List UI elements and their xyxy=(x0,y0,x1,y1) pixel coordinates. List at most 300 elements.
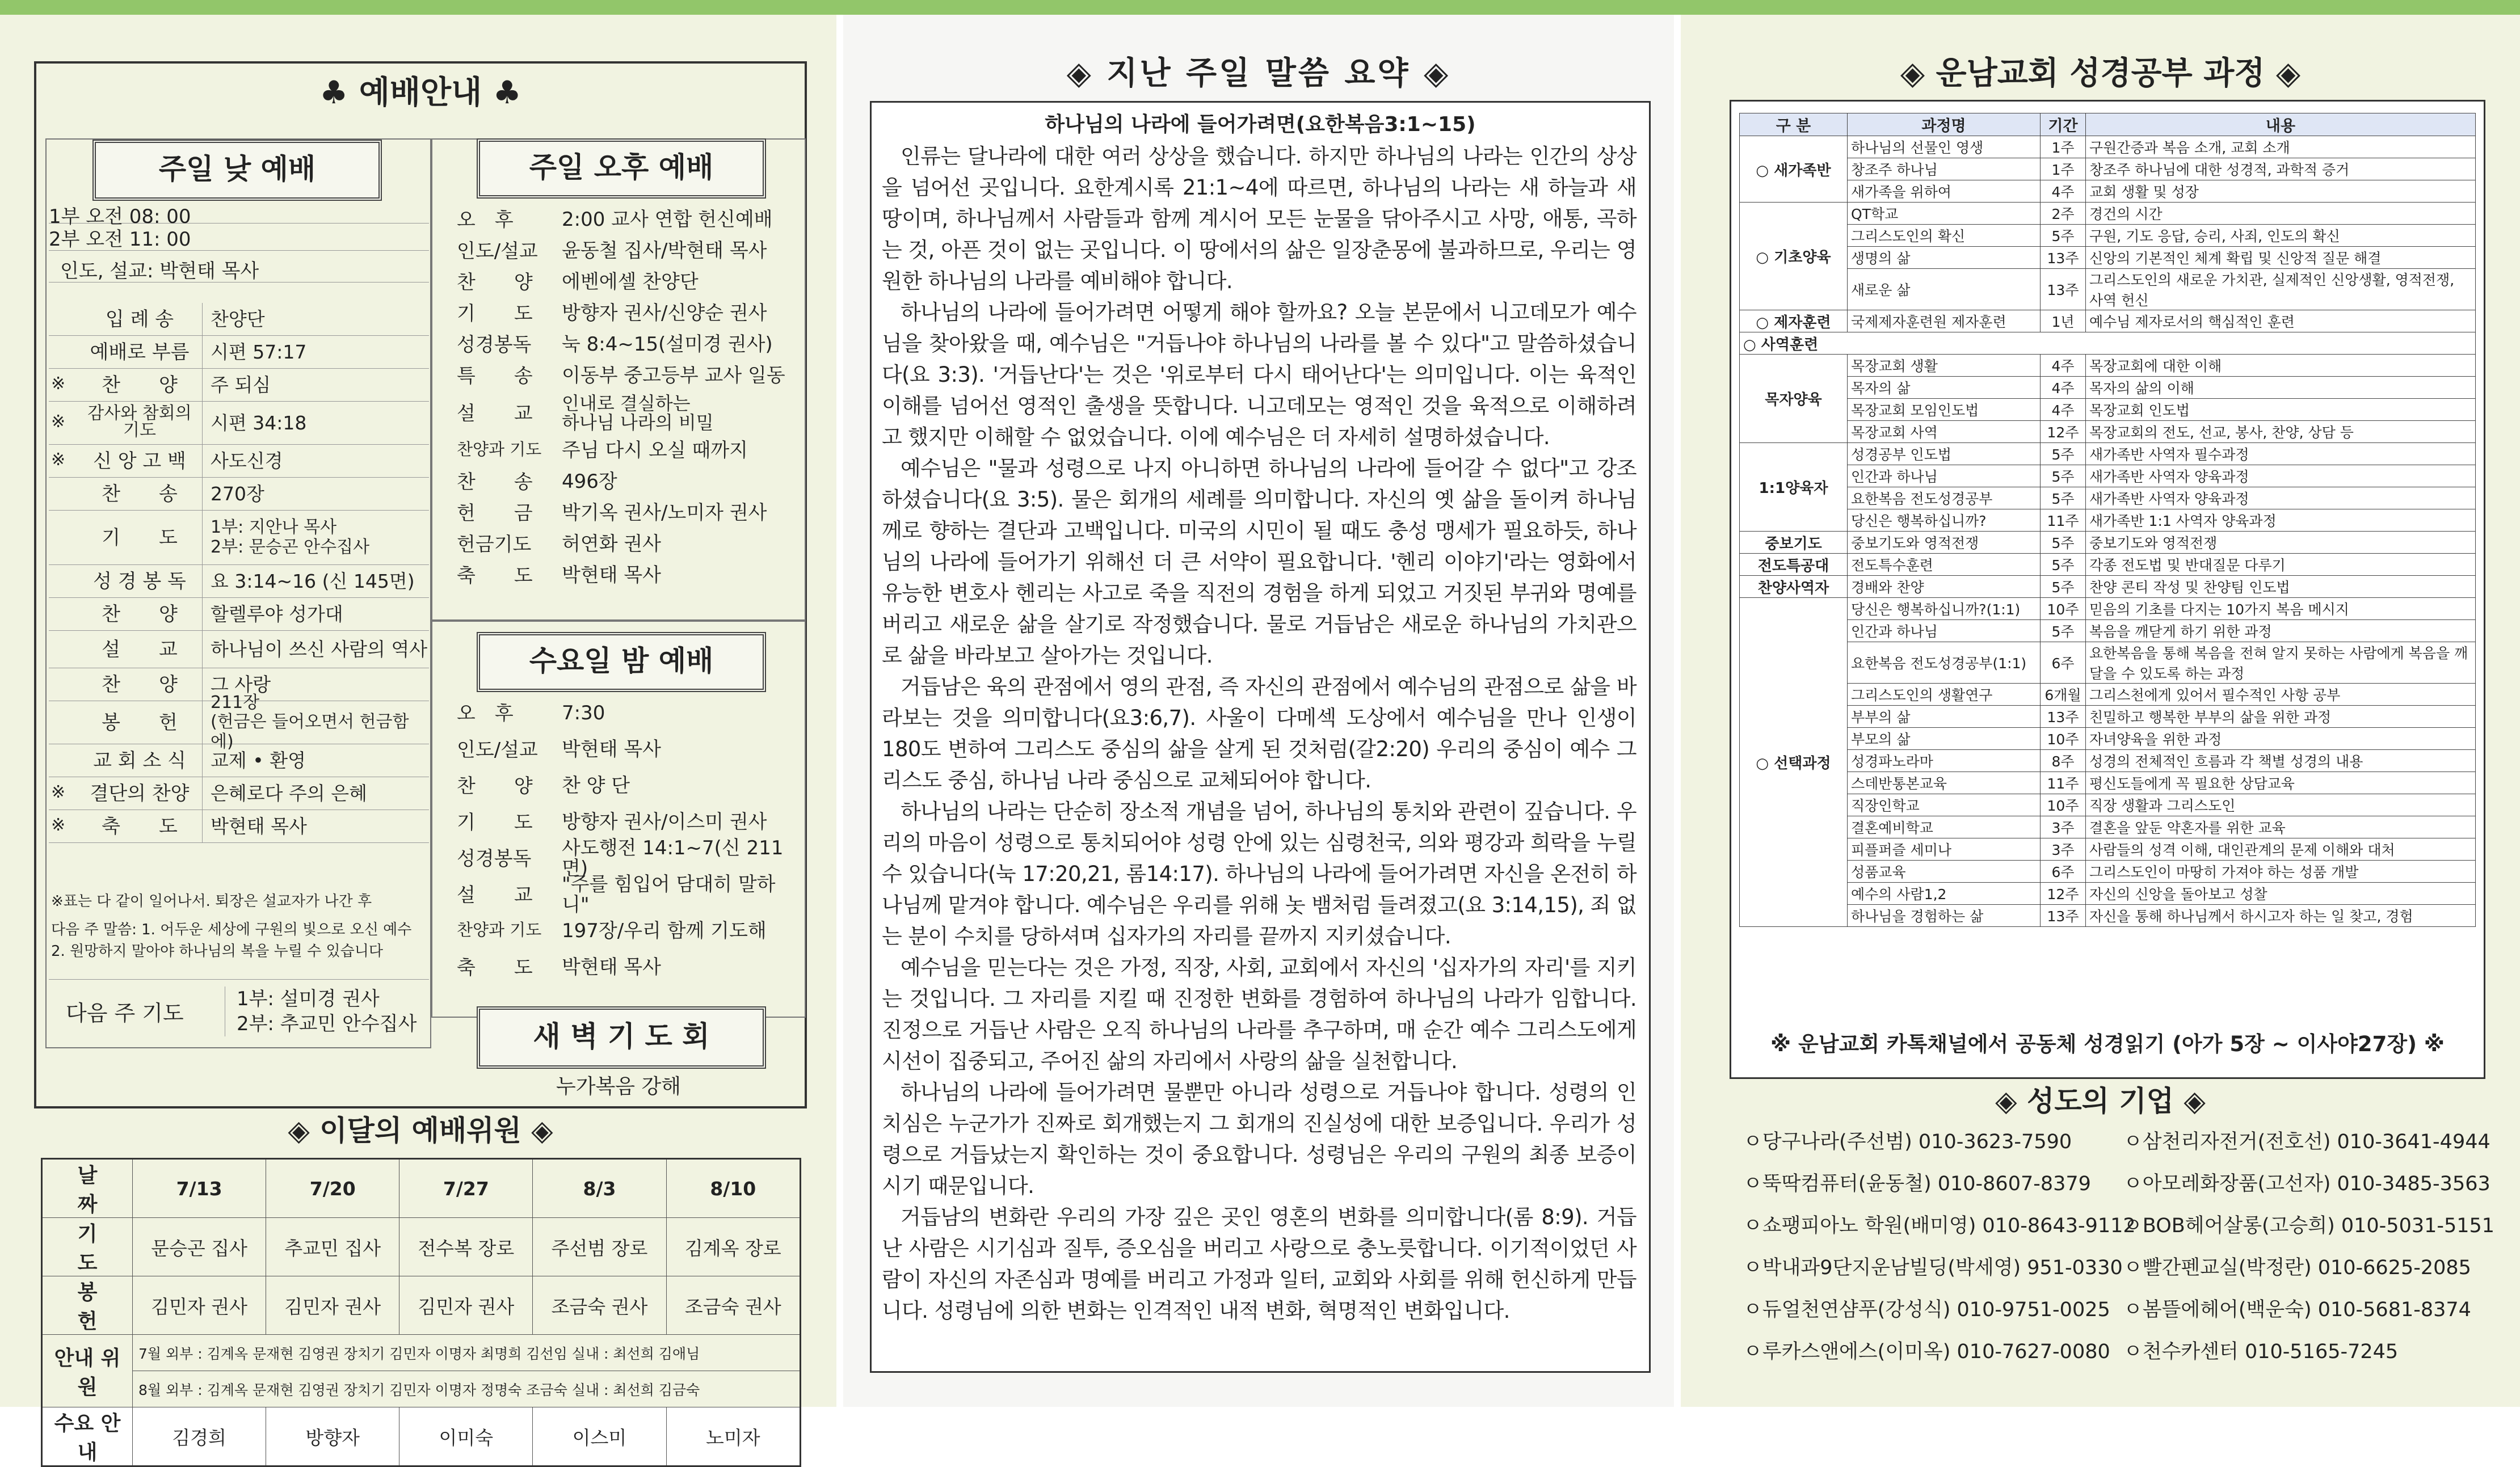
order-row xyxy=(49,692,429,752)
course-row xyxy=(1740,794,2476,816)
course-name: 성경공부 인도법 xyxy=(1848,443,2041,465)
study-panel xyxy=(1681,15,2520,1407)
course-row xyxy=(1740,620,2476,642)
offering-row xyxy=(42,1276,801,1335)
course-name: 부모의 삶 xyxy=(1848,728,2041,750)
row-label-wed-usher: 수요 안내 xyxy=(42,1407,133,1466)
course-row xyxy=(1740,487,2476,509)
order-row xyxy=(49,810,429,843)
course-duration: 4주 xyxy=(2041,180,2086,203)
course-content: 자신을 통해 하나님께서 하시고자 하는 일 찾고, 경험 xyxy=(2086,905,2476,927)
prayer-cell: 주선범 장로 xyxy=(533,1218,666,1276)
sunday-noon-times xyxy=(49,201,429,283)
service-row xyxy=(457,529,797,560)
course-name: 전도특수훈련 xyxy=(1848,554,2041,576)
service-value: 박기옥 권사/노미자 권사 xyxy=(562,501,767,524)
course-content: 새가족반 1:1 사역자 양육과정 xyxy=(2086,509,2476,532)
kakao-notice: ※ 운남교회 카톡채널에서 공동체 성경읽기 (아가 5장 ~ 이사야27장) ※ xyxy=(1730,1007,2485,1079)
sunday-noon-order xyxy=(49,303,429,843)
usher-row-2 xyxy=(42,1371,801,1407)
service-value: 이동부 중고등부 교사 일동 xyxy=(562,364,785,387)
course-table xyxy=(1739,113,2476,927)
service-row xyxy=(457,204,797,235)
order-label: 감사와 참회의 기도 xyxy=(87,403,192,440)
course-name: 중보기도와 영적전쟁 xyxy=(1848,532,2041,554)
course-row xyxy=(1740,399,2476,421)
row-label-prayer: 기 도 xyxy=(42,1218,133,1276)
course-name: QT학교 xyxy=(1848,203,2041,225)
course-header: 구 분 xyxy=(1740,113,1848,136)
course-row xyxy=(1740,421,2476,443)
dawn-sub: 누가복음 강해 xyxy=(556,1075,681,1098)
order-value: 할렐루야 성가대 xyxy=(202,598,343,630)
course-content: 중보기도와 영적전쟁 xyxy=(2086,532,2476,554)
course-duration: 4주 xyxy=(2041,355,2086,377)
sermon-paragraph: 예수님은 "물과 성령으로 나지 아니하면 하나님의 나라에 들어갈 수 없다"고 강조하셨습니다(요 3:5). 물은 회개의 세례를 의미합니다. 자신의 옛 삶을 돌이켜 하나님께로 향하는 결단과 고백입니다. 미국의 시민이 될 때도 충성 맹세가 필요하듯, 하나님의 나라에 들어가기 위해선 더 큰 서약이 필요합니다. '헨리 이야기'라는 영화에서 유능한 변호사 헨리는 사고로 죽을 직전의 경험을 하게 되었고 거짓된 부귀와 명예를 버리고 새로운 삶을 살기로 작정했습니다. 물로 거듭남은 새로운 하나님의 가치관으로 삶을 바라보고 살아가는 것입니다. xyxy=(882,456,1636,668)
sermon-paragraph: 거듭남은 육의 관점에서 영의 관점, 즉 자신의 관점에서 예수님의 관점으로 삶을 바라보는 것을 의미합니다(요3:6,7). 사울이 다메섹 도상에서 예수님을 만나 인생이 180도 변하여 그리스도 중심의 삶을 살게 된 것처럼(갈2:20) 우리의 중심이 예수 그리스도 중심, 하나님 나라 중심으로 교체되어야 합니다. xyxy=(882,675,1636,792)
sunday-pm-title: 주일 오후 예배 xyxy=(477,138,766,199)
order-row xyxy=(49,336,429,369)
biz-title: ◈ 성도의 기업 ◈ xyxy=(1995,1085,2206,1118)
service-row xyxy=(457,498,797,529)
service-value: 찬 양 단 xyxy=(562,774,630,798)
order-value: 1부: 지안나 목사 2부: 문승곤 안수집사 xyxy=(202,511,369,564)
course-duration: 4주 xyxy=(2041,399,2086,421)
service-row xyxy=(457,466,797,498)
course-content: 그리스천에게 있어서 필수적인 사항 공부 xyxy=(2086,684,2476,706)
course-row xyxy=(1740,465,2476,487)
service-label: 헌금기도 xyxy=(457,533,532,556)
biz-item: ㅇ천수카센터 010-5165-7245 xyxy=(2123,1340,2399,1363)
service-value: 인내로 결실하는 하나님 나라의 비밀 xyxy=(562,392,714,433)
order-value: 사도신경 xyxy=(202,445,283,477)
course-row xyxy=(1740,158,2476,180)
service-row xyxy=(457,695,797,732)
sermon-paragraph: 거듭남의 변화란 우리의 가장 깊은 곳인 영혼의 변화를 의미합니다(롬 8:9). 거듭난 사람은 시기심과 질투, 증오심을 버리고 사랑으로 충노릇합니다. 이기적이었던 사람이 자신의 자존심과 명예를 버리고 가정과 일터, 교회와 사회를 위해 헌신하게 만듭니다. 성령님에 의한 변화는 인격적인 내적 변화, 혁명적인 변화입니다. xyxy=(882,1205,1636,1323)
service-value: 방향자 권사/신양순 권사 xyxy=(562,301,767,324)
prayer-cell: 전수복 장로 xyxy=(399,1218,533,1276)
course-category: ○ 제자훈련 xyxy=(1740,310,1848,332)
worship-panel xyxy=(0,15,836,1464)
service-label: 성경봉독 xyxy=(457,848,532,870)
date-cell: 7/13 xyxy=(133,1159,266,1218)
course-duration: 11주 xyxy=(2041,509,2086,532)
order-row xyxy=(49,478,429,511)
course-content: 구원, 기도 응답, 승리, 사죄, 인도의 확신 xyxy=(2086,225,2476,247)
order-value: 그 사랑 xyxy=(202,668,271,701)
course-name: 당신은 행복하십니까? xyxy=(1848,509,2041,532)
course-duration: 5주 xyxy=(2041,225,2086,247)
order-value: 주 되심 xyxy=(202,369,271,401)
course-duration: 5주 xyxy=(2041,465,2086,487)
course-duration: 3주 xyxy=(2041,838,2086,861)
course-row xyxy=(1740,136,2476,158)
course-row xyxy=(1740,706,2476,728)
course-row xyxy=(1740,772,2476,794)
course-duration: 5주 xyxy=(2041,487,2086,509)
date-cell: 7/20 xyxy=(266,1159,399,1218)
biz-item: ㅇ봄뜰에헤어(백운숙) 010-5681-8374 xyxy=(2123,1299,2471,1321)
service-value: "주를 힘입어 담대히 말하니" xyxy=(562,873,776,916)
order-label: 성 경 봉 독 xyxy=(93,570,186,593)
service-row xyxy=(457,804,797,841)
service-label: 찬 송 xyxy=(457,470,533,494)
course-row xyxy=(1740,576,2476,598)
course-name: 목자의 삶 xyxy=(1848,377,2041,399)
course-duration: 6개월 xyxy=(2041,684,2086,706)
order-row xyxy=(49,744,429,777)
order-label: 결단의 찬양 xyxy=(90,782,190,805)
course-content: 구원간증과 복음 소개, 교회 소개 xyxy=(2086,136,2476,158)
wed-usher-cell: 이미숙 xyxy=(399,1407,533,1466)
course-duration: 1주 xyxy=(2041,136,2086,158)
order-value: 찬양단 xyxy=(202,303,265,335)
note-next-sermon: 다음 주 말씀: 1. 어두운 세상에 구원의 빛으로 오신 예수 2. 원망하지 말아야 하나님의 복을 누릴 수 있습니다 xyxy=(51,921,412,960)
course-row xyxy=(1740,728,2476,750)
service-label: 찬양과 기도 xyxy=(457,439,542,459)
course-duration: 10주 xyxy=(2041,598,2086,620)
course-content: 새가족반 사역자 양육과정 xyxy=(2086,465,2476,487)
biz-list-right xyxy=(2123,1121,2498,1373)
course-content: 목장교회 인도법 xyxy=(2086,399,2476,421)
order-value: 시편 34:18 xyxy=(202,402,306,444)
course-row xyxy=(1740,532,2476,554)
offering-cell: 김민자 권사 xyxy=(399,1276,533,1335)
course-duration: 8주 xyxy=(2041,750,2086,772)
service-label: 설 교 xyxy=(457,402,533,425)
course-row xyxy=(1740,310,2476,332)
course-row xyxy=(1740,509,2476,532)
course-header: 기간 xyxy=(2041,113,2086,136)
order-row xyxy=(49,565,429,598)
course-header: 과정명 xyxy=(1848,113,2041,136)
worship-title: ♣ 예배안내 ♣ xyxy=(319,74,521,111)
service-value: 박현태 목사 xyxy=(562,956,662,979)
wed-usher-cell: 김경희 xyxy=(133,1407,266,1466)
date-cell: 7/27 xyxy=(399,1159,533,1218)
top-stripe xyxy=(0,0,2520,15)
course-content: 경건의 시간 xyxy=(2086,203,2476,225)
course-content: 자녀양육을 위한 과정 xyxy=(2086,728,2476,750)
biz-item: ㅇ쇼팽피아노 학원(배미영) 010-8643-9112 xyxy=(1743,1215,2136,1237)
course-category: 중보기도 xyxy=(1740,532,1848,554)
service-row xyxy=(457,560,797,591)
course-category: ○ 기초양육 xyxy=(1740,203,1848,310)
biz-item: ㅇ뚝딱컴퓨터(윤동철) 010-8607-8379 xyxy=(1743,1173,2091,1195)
course-name: 새가족을 위하여 xyxy=(1848,180,2041,203)
course-name: 새로운 삶 xyxy=(1848,269,2041,310)
service-row xyxy=(457,329,797,360)
order-label: 예배로 부름 xyxy=(90,341,190,364)
service-label: 찬 양 xyxy=(457,775,533,798)
wed-order xyxy=(457,695,797,986)
sermon-title: ◈ 지난 주일 말씀 요약 ◈ xyxy=(1066,55,1451,92)
course-duration: 11주 xyxy=(2041,772,2086,794)
service-row xyxy=(457,298,797,329)
biz-item: ㅇ당구나라(주선범) 010-3623-7590 xyxy=(1743,1131,2072,1153)
order-label: 신 앙 고 백 xyxy=(93,450,186,473)
service-row xyxy=(457,732,797,768)
service-row xyxy=(457,873,797,916)
service-label: 인도/설교 xyxy=(457,239,538,263)
course-row xyxy=(1740,377,2476,399)
course-name: 요한복음 전도성경공부(1:1) xyxy=(1848,642,2041,684)
prayer-cell: 김계옥 장로 xyxy=(666,1218,800,1276)
course-content: 교회 생활 및 성장 xyxy=(2086,180,2476,203)
service-label: 헌 금 xyxy=(457,501,533,525)
order-label: 설 교 xyxy=(102,638,178,661)
course-section-row xyxy=(1740,332,2476,355)
offering-cell: 김민자 권사 xyxy=(266,1276,399,1335)
course-content: 그리스도인의 새로운 가치관, 실제적인 신앙생활, 영적전쟁, 사역 헌신 xyxy=(2086,269,2476,310)
service-label: 기 도 xyxy=(457,811,533,834)
service-label: 성경봉독 xyxy=(457,333,532,356)
order-label: 기 도 xyxy=(102,526,178,549)
course-name: 그리스도인의 확신 xyxy=(1848,225,2041,247)
service-row xyxy=(457,913,797,950)
order-label: 입 례 송 xyxy=(105,308,174,331)
order-label: 찬 양 xyxy=(102,673,178,696)
course-row xyxy=(1740,598,2476,620)
course-content: 신앙의 기본적인 체계 확립 및 신앙적 질문 해결 xyxy=(2086,247,2476,269)
course-row xyxy=(1740,247,2476,269)
order-value: 211장 (헌금은 들어오면서 헌금함에) xyxy=(202,701,429,744)
order-label: 찬 송 xyxy=(102,483,178,505)
course-name: 스데반통본교육 xyxy=(1848,772,2041,794)
course-name: 인간과 하나님 xyxy=(1848,465,2041,487)
service-label: 찬 양 xyxy=(457,271,533,294)
service-label: 인도/설교 xyxy=(457,739,538,761)
service-row xyxy=(457,768,797,804)
service-value: 방향자 권사/이스미 권사 xyxy=(562,811,767,834)
service-value: 496장 xyxy=(562,470,617,493)
course-duration: 10주 xyxy=(2041,794,2086,816)
course-duration: 2주 xyxy=(2041,203,2086,225)
course-name: 결혼예비학교 xyxy=(1848,816,2041,838)
service-label: 축 도 xyxy=(457,564,533,587)
service-value: 윤동철 집사/박현태 목사 xyxy=(562,239,767,262)
course-content: 찬양 콘티 작성 및 찬양팀 인도법 xyxy=(2086,576,2476,598)
course-content: 평신도들에게 꼭 필요한 상담교육 xyxy=(2086,772,2476,794)
order-row xyxy=(49,511,429,565)
service-row xyxy=(457,360,797,391)
course-header-row xyxy=(1740,113,2476,136)
biz-list-left xyxy=(1743,1121,2136,1373)
sermon-body xyxy=(882,141,1636,1326)
order-row xyxy=(49,303,429,336)
order-row xyxy=(49,445,429,478)
order-label: 교 회 소 식 xyxy=(93,749,186,772)
course-row xyxy=(1740,642,2476,684)
sunday-noon-title: 주일 낮 예배 xyxy=(92,140,382,201)
course-duration: 13주 xyxy=(2041,905,2086,927)
wed-usher-cell: 노미자 xyxy=(666,1407,800,1466)
next-prayer-row xyxy=(49,979,429,1045)
biz-item: ㅇ아모레화장품(고선자) 010-3485-3563 xyxy=(2123,1173,2490,1195)
service-value: 허연화 권사 xyxy=(562,532,662,555)
course-name: 성경파노라마 xyxy=(1848,750,2041,772)
study-title: ◈ 운남교회 성경공부 과정 ◈ xyxy=(1900,55,2301,92)
service-label: 설 교 xyxy=(457,884,533,907)
service-value: 박현태 목사 xyxy=(562,738,662,761)
service-row xyxy=(457,950,797,986)
biz-item: ㅇ박내과9단지운남빌딩(박세영) 951-0330 xyxy=(1743,1257,2123,1279)
biz-item: ㅇ루카스앤에스(이미옥) 010-7627-0080 xyxy=(1743,1340,2110,1363)
order-row xyxy=(49,631,429,668)
service-value: 사도행전 14:1~7(신 211면) xyxy=(562,837,784,880)
dawn-title: 새 벽 기 도 회 xyxy=(477,1006,766,1069)
offering-cell: 조금숙 권사 xyxy=(666,1276,800,1335)
course-row xyxy=(1740,355,2476,377)
course-content: 그리스도인이 마땅히 가져야 하는 성품 개발 xyxy=(2086,861,2476,883)
biz-item: ㅇ빨간펜교실(박정란) 010-6625-2085 xyxy=(2123,1257,2471,1279)
course-name: 생명의 삶 xyxy=(1848,247,2041,269)
order-mark: ※ xyxy=(51,450,66,470)
service-label: 오 후 xyxy=(457,702,514,725)
course-row xyxy=(1740,684,2476,706)
order-mark: ※ xyxy=(51,815,66,835)
order-value: 시편 57:17 xyxy=(202,336,306,368)
course-row xyxy=(1740,269,2476,310)
order-mark: ※ xyxy=(51,782,66,802)
service-value: 주님 다시 오실 때까지 xyxy=(562,439,748,462)
course-duration: 13주 xyxy=(2041,269,2086,310)
sunday-pm-order xyxy=(457,204,797,591)
service-label: 특 송 xyxy=(457,364,533,387)
course-category: ○ 새가족반 xyxy=(1740,136,1848,203)
course-duration: 5주 xyxy=(2041,532,2086,554)
wed-usher-cell: 이스미 xyxy=(533,1407,666,1466)
course-content: 새가족반 사역자 필수과정 xyxy=(2086,443,2476,465)
course-content: 직장 생활과 그리스도인 xyxy=(2086,794,2476,816)
prayer-cell: 문승곤 집사 xyxy=(133,1218,266,1276)
course-duration: 5주 xyxy=(2041,554,2086,576)
sermon-paragraph: 하나님의 나라에 들어가려면 물뿐만 아니라 성령으로 거듭나야 합니다. 성령의 인치심은 누군가가 진짜로 회개했는지 그 회개의 진실성에 대한 보증입니다. 우리가 성령으로 거듭났는지 확인하는 것이 중요합니다. 성령님은 우리의 구원의 최종 보증이시기 때문입니다. xyxy=(882,1080,1636,1198)
order-value: 270장 xyxy=(202,478,264,510)
course-row xyxy=(1740,443,2476,465)
course-duration: 6주 xyxy=(2041,642,2086,684)
course-name: 성품교육 xyxy=(1848,861,2041,883)
course-row xyxy=(1740,861,2476,883)
service-row xyxy=(457,391,797,435)
date-cell: 8/10 xyxy=(666,1159,800,1218)
course-name: 하나님을 경험하는 삶 xyxy=(1848,905,2041,927)
order-mark: ※ xyxy=(51,412,66,432)
course-duration: 1주 xyxy=(2041,158,2086,180)
order-value: 요 3:14~16 (신 145면) xyxy=(202,565,415,597)
wed-usher-cell: 방향자 xyxy=(266,1407,399,1466)
order-row xyxy=(49,402,429,445)
service-label: 축 도 xyxy=(457,956,533,979)
course-content: 사람들의 성격 이해, 대인관계의 문제 이해와 대처 xyxy=(2086,838,2476,861)
order-value: 하나님이 쓰신 사람의 역사 xyxy=(202,631,427,668)
offering-cell: 조금숙 권사 xyxy=(533,1276,666,1335)
course-name: 창조주 하나님 xyxy=(1848,158,2041,180)
course-duration: 4주 xyxy=(2041,377,2086,399)
wed-title: 수요일 밤 예배 xyxy=(477,632,766,692)
sermon-subtitle: 하나님의 나라에 들어가려면(요한복음3:1~15) xyxy=(1045,113,1476,136)
course-row xyxy=(1740,750,2476,772)
course-duration: 5주 xyxy=(2041,576,2086,598)
row-label-usher: 안내 위원 xyxy=(42,1335,133,1407)
service-row xyxy=(457,235,797,267)
course-content: 목장교회의 전도, 선교, 봉사, 찬양, 상담 등 xyxy=(2086,421,2476,443)
order-row xyxy=(49,369,429,402)
course-content: 새가족반 사역자 양육과정 xyxy=(2086,487,2476,509)
course-row xyxy=(1740,838,2476,861)
course-category: 1:1양육자 xyxy=(1740,443,1848,532)
service-label: 오 후 xyxy=(457,208,514,231)
time-2: 2부 오전 11: 00 xyxy=(49,224,429,251)
course-content: 목자의 삶의 이해 xyxy=(2086,377,2476,399)
course-duration: 3주 xyxy=(2041,816,2086,838)
course-content: 성경의 전체적인 흐름과 각 책별 성경의 내용 xyxy=(2086,750,2476,772)
course-header: 내용 xyxy=(2086,113,2476,136)
dates-row xyxy=(42,1159,801,1218)
course-row xyxy=(1740,180,2476,203)
course-name: 하나님의 선물인 영생 xyxy=(1848,136,2041,158)
sermon-panel xyxy=(843,15,1674,1407)
usher-august: 8월 외부 : 김계옥 문재현 김영권 장치기 김민자 이명자 정명숙 조금숙 실내 : 최선희 김금숙 xyxy=(133,1371,801,1407)
usher-july: 7월 외부 : 김계옥 문재현 김영권 장치기 김민자 이명자 최명희 김선임 실내 : 최선희 김애님 xyxy=(133,1335,801,1371)
course-category: ○ 선택과정 xyxy=(1740,598,1848,927)
time-1: 1부 오전 08: 00 xyxy=(49,201,429,224)
order-label: 찬 양 xyxy=(102,603,178,626)
course-name: 예수의 사람1,2 xyxy=(1848,883,2041,905)
biz-item: ㅇ삼천리자전거(전호선) 010-3641-4944 xyxy=(2123,1131,2490,1153)
order-row xyxy=(49,777,429,810)
course-duration: 6주 xyxy=(2041,861,2086,883)
service-label: 기 도 xyxy=(457,302,533,325)
course-name: 직장인학교 xyxy=(1848,794,2041,816)
service-value: 눅 8:4~15(설미경 권사) xyxy=(562,332,773,356)
service-value: 에벤에셀 찬양단 xyxy=(562,270,699,293)
course-content: 결혼을 앞둔 약혼자를 위한 교육 xyxy=(2086,816,2476,838)
next-prayer-value: 1부: 설미경 권사 2부: 추교민 안수집사 xyxy=(225,987,417,1036)
course-duration: 12주 xyxy=(2041,883,2086,905)
service-row xyxy=(457,435,797,466)
course-duration: 5주 xyxy=(2041,620,2086,642)
biz-item: ㅇBOB헤어살롱(고승희) 010-5031-5151 xyxy=(2123,1215,2495,1237)
course-row xyxy=(1740,905,2476,927)
biz-item: ㅇ듀얼천연샴푸(강성식) 010-9751-0025 xyxy=(1743,1299,2110,1321)
course-name: 목장교회 생활 xyxy=(1848,355,2041,377)
sermon-paragraph: 예수님을 믿는다는 것은 가정, 직장, 사회, 교회에서 자신의 '십자가의 자리'를 지키는 것입니다. 그 자리를 지킬 때 진정한 변화를 경험하여 하나님의 나라가 임합니다. 진정으로 거듭난 사람은 오직 하나님의 나라를 추구하며, 매 순간 예수 그리스도에게 시선이 집중되고, 주어진 삶의 자리에서 사랑의 삶을 실천합니다. xyxy=(882,955,1636,1073)
course-section: ○ 사역훈련 xyxy=(1740,332,2476,355)
order-label: 봉 헌 xyxy=(102,711,178,734)
course-row xyxy=(1740,203,2476,225)
monthly-table xyxy=(41,1158,801,1467)
service-row xyxy=(457,837,797,880)
course-name: 피플퍼즐 세미나 xyxy=(1848,838,2041,861)
course-name: 목장교회 모임인도법 xyxy=(1848,399,2041,421)
course-content: 요한복음을 통해 복음을 전혀 알지 못하는 사람에게 복음을 깨달을 수 있도록 하는 과정 xyxy=(2086,642,2476,684)
sermon-paragraph: 하나님의 나라에 들어가려면 어떻게 해야 할까요? 오늘 본문에서 니고데모가 예수님을 찾아왔을 때, 예수님은 "거듭나야 하나님의 나라를 볼 수 있다"고 말씀하셨습니다(요 3:3). '거듭난다'는 것은 '위로부터 다시 태어난다'는 의미입니다. 이는 육적인 이해를 넘어선 영적인 출생을 뜻합니다. 니고데모는 영적인 것을 육적으로 이해하려고 했지만 이해할 수 없었습니다. 이에 예수님은 더 자세히 설명하셨습니다. xyxy=(882,300,1636,449)
wed-usher-row xyxy=(42,1407,801,1466)
service-row xyxy=(457,267,797,298)
course-content: 예수님 제자로서의 핵심적인 훈련 xyxy=(2086,310,2476,332)
course-content: 복음을 깨닫게 하기 위한 과정 xyxy=(2086,620,2476,642)
course-duration: 5주 xyxy=(2041,443,2086,465)
course-name: 경배와 찬양 xyxy=(1848,576,2041,598)
course-row xyxy=(1740,225,2476,247)
row-label-date: 날 짜 xyxy=(42,1159,133,1218)
service-value: 197장/우리 함께 기도해 xyxy=(562,920,767,943)
course-name: 그리스도인의 생활연구 xyxy=(1848,684,2041,706)
date-cell: 8/3 xyxy=(533,1159,666,1218)
monthly-title: ◈ 이달의 예배위원 ◈ xyxy=(288,1114,553,1147)
course-name: 요한복음 전도성경공부 xyxy=(1848,487,2041,509)
